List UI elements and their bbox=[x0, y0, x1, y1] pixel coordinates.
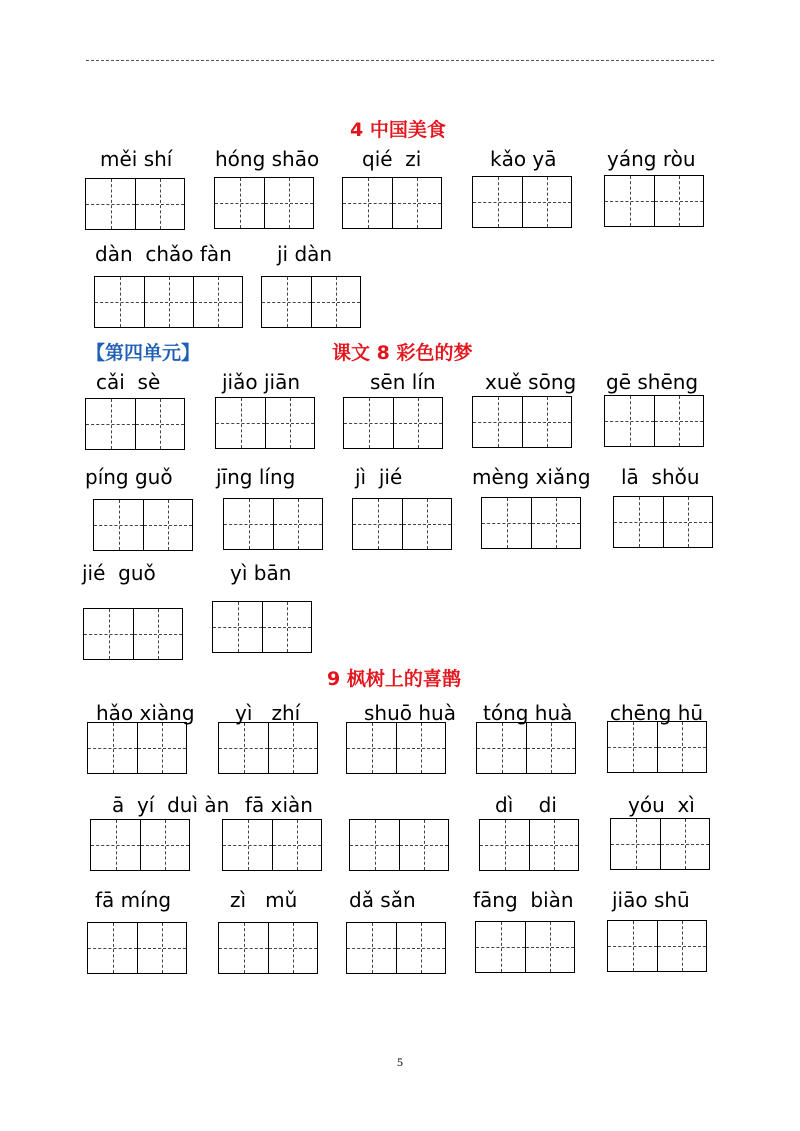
pinyin-label: shuō huà bbox=[364, 701, 456, 725]
writing-grid[interactable] bbox=[85, 178, 185, 230]
writing-grid[interactable] bbox=[215, 397, 315, 449]
lesson-9-title: 9 枫树上的喜鹊 bbox=[327, 668, 461, 690]
writing-grid[interactable] bbox=[93, 499, 193, 551]
pinyin-label: jiǎo jiān bbox=[222, 370, 301, 394]
writing-grid[interactable] bbox=[85, 398, 185, 450]
writing-grid[interactable] bbox=[607, 721, 707, 773]
pinyin-label: yóu xì bbox=[628, 793, 695, 817]
pinyin-label: ji dàn bbox=[277, 242, 333, 266]
writing-grid[interactable] bbox=[94, 276, 243, 328]
pinyin-label: yì bān bbox=[230, 561, 292, 585]
pinyin-label: mèng xiǎng bbox=[472, 465, 591, 489]
writing-grid[interactable] bbox=[607, 920, 707, 972]
unit-4-label: 【第四单元】 bbox=[86, 342, 201, 364]
top-separator-line bbox=[86, 60, 714, 61]
writing-grid[interactable] bbox=[212, 601, 312, 653]
pinyin-label: dàn chǎo fàn bbox=[95, 242, 232, 266]
writing-grid[interactable] bbox=[342, 177, 442, 229]
page-number: 5 bbox=[397, 1055, 403, 1069]
pinyin-label: qié zi bbox=[362, 147, 422, 171]
pinyin-label: xuě sōng bbox=[485, 370, 577, 394]
lesson-4-title: 4 中国美食 bbox=[350, 119, 446, 141]
writing-grid[interactable] bbox=[222, 819, 322, 871]
writing-grid[interactable] bbox=[83, 608, 183, 660]
pinyin-label: hǎo xiàng bbox=[96, 701, 195, 725]
writing-grid[interactable] bbox=[481, 497, 581, 549]
pinyin-label: fāng biàn bbox=[473, 888, 574, 912]
pinyin-label: fā míng bbox=[95, 888, 172, 912]
pinyin-label: jiāo shū bbox=[612, 888, 690, 912]
lesson-8-title: 课文 8 彩色的梦 bbox=[332, 342, 473, 364]
writing-grid[interactable] bbox=[352, 498, 452, 550]
writing-grid[interactable] bbox=[261, 276, 361, 328]
pinyin-label: ā yí duì àn bbox=[112, 793, 230, 817]
writing-grid[interactable] bbox=[613, 496, 713, 548]
pinyin-label: zì mǔ bbox=[230, 888, 298, 912]
pinyin-label: cǎi sè bbox=[96, 370, 161, 394]
writing-grid[interactable] bbox=[475, 921, 575, 973]
pinyin-label: sēn lín bbox=[370, 370, 436, 394]
pinyin-label: dǎ sǎn bbox=[349, 888, 416, 912]
writing-grid[interactable] bbox=[87, 922, 187, 974]
writing-grid[interactable] bbox=[223, 498, 323, 550]
writing-grid[interactable] bbox=[346, 922, 446, 974]
pinyin-label: jīng líng bbox=[216, 465, 296, 489]
writing-grid[interactable] bbox=[476, 722, 576, 774]
writing-grid[interactable] bbox=[90, 819, 190, 871]
writing-grid[interactable] bbox=[604, 175, 704, 227]
writing-grid[interactable] bbox=[343, 397, 443, 449]
pinyin-label: yì zhí bbox=[235, 701, 301, 725]
writing-grid[interactable] bbox=[604, 395, 704, 447]
pinyin-label: dì di bbox=[495, 793, 557, 817]
writing-grid[interactable] bbox=[218, 922, 318, 974]
pinyin-label: gē shēng bbox=[606, 370, 699, 394]
pinyin-label: tóng huà bbox=[483, 701, 573, 725]
writing-grid[interactable] bbox=[349, 819, 449, 871]
pinyin-label: měi shí bbox=[100, 147, 173, 171]
writing-grid[interactable] bbox=[472, 396, 572, 448]
pinyin-label: hóng shāo bbox=[215, 147, 320, 171]
writing-grid[interactable] bbox=[218, 722, 318, 774]
writing-grid[interactable] bbox=[87, 722, 187, 774]
pinyin-label: chēng hū bbox=[610, 701, 704, 725]
writing-grid[interactable] bbox=[214, 177, 314, 229]
pinyin-label: kǎo yā bbox=[490, 147, 557, 171]
pinyin-label: píng guǒ bbox=[85, 465, 173, 489]
pinyin-label: lā shǒu bbox=[621, 465, 700, 489]
writing-grid[interactable] bbox=[479, 819, 579, 871]
writing-grid[interactable] bbox=[472, 176, 572, 228]
pinyin-label: yáng ròu bbox=[607, 147, 696, 171]
pinyin-label: fā xiàn bbox=[245, 793, 313, 817]
writing-grid[interactable] bbox=[346, 722, 446, 774]
pinyin-label: jì jié bbox=[355, 465, 403, 489]
pinyin-label: jié guǒ bbox=[82, 561, 156, 585]
writing-grid[interactable] bbox=[610, 818, 710, 870]
